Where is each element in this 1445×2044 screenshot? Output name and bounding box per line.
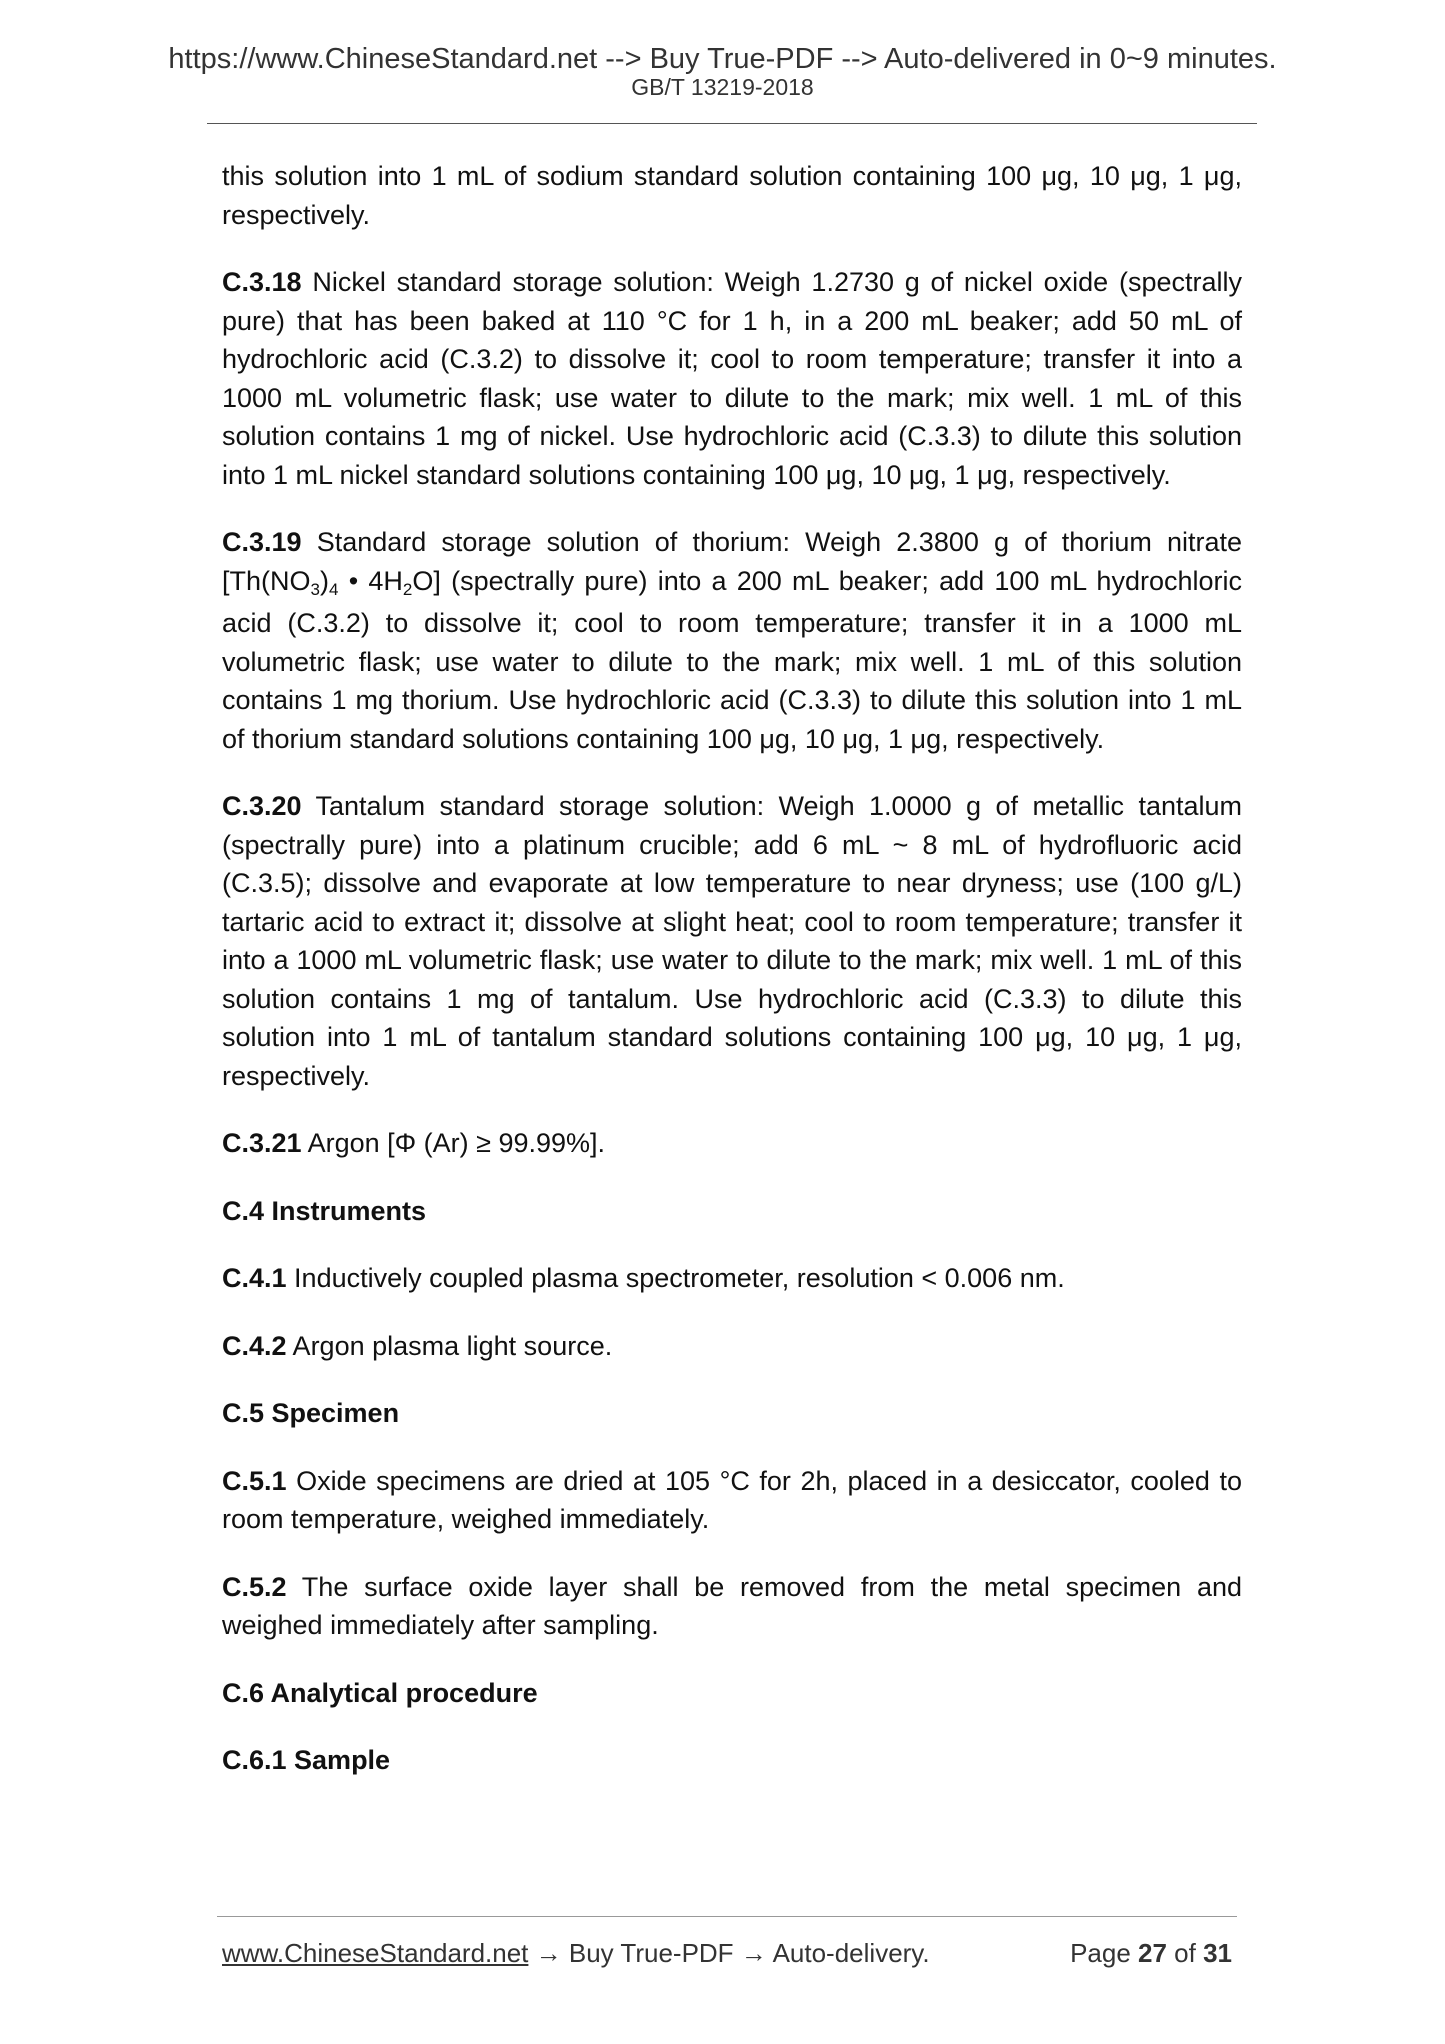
page-label: Page	[1070, 1938, 1139, 1968]
header-divider	[207, 123, 1257, 124]
page-indicator	[1070, 1937, 1232, 1969]
section-heading-c-5	[222, 1394, 1242, 1433]
heading-text: C.6.1 Sample	[222, 1745, 391, 1775]
footer-divider	[217, 1916, 1237, 1917]
clause-c-5-1	[222, 1462, 1242, 1539]
clause-text: Argon plasma light source.	[286, 1330, 613, 1361]
clause-text: O] (spectrally pure) into a 200 mL beaker; add 100 mL hydrochloric acid (C.3.2) to dissolve it; cool to room temperature; transfer it in a 1000 mL volumetric flask; use water to dilute to the mark; mix well. 1 mL of this solution contains 1 mg thorium. Use hydrochloric acid (C.3.3) to dilute this solution into 1 mL of thorium standard solutions containing 100 μg, 10 μg, 1 μg, respectively.	[222, 565, 1242, 754]
top-banner: https://www.ChineseStandard.net --> Buy True-PDF --> Auto-delivered in 0~9 minutes.	[168, 43, 1277, 75]
clause-number: C.3.21	[222, 1128, 302, 1158]
clause-number: C.5.2	[222, 1571, 287, 1602]
clause-number: C.4.2	[222, 1330, 287, 1361]
heading-text: C.4 Instruments	[222, 1195, 427, 1226]
clause-number: C.3.20	[222, 791, 302, 821]
clause-number: C.5.1	[222, 1465, 287, 1496]
clause-text: Oxide specimens are dried at 105 °C for 2h, placed in a desiccator, cooled to room temperature, weighed immediately.	[222, 1465, 1242, 1534]
footer-left	[222, 1937, 930, 1969]
clause-text: )	[319, 565, 329, 596]
clause-c-3-20	[222, 787, 1242, 1095]
clause-number: C.4.1	[222, 1263, 287, 1293]
clause-c-3-19	[222, 523, 1242, 758]
clause-c-5-2	[222, 1568, 1242, 1645]
current-page: 27	[1138, 1938, 1167, 1968]
clause-text: Argon [Φ (Ar) ≥ 99.99%].	[301, 1128, 606, 1158]
subscript: 2	[402, 579, 413, 599]
of-label: of	[1166, 1938, 1204, 1968]
heading-text: C.6 Analytical procedure	[222, 1677, 538, 1708]
clause-text: Tantalum standard storage solution: Weigh 1.0000 g of metallic tantalum (spectrally pure) into a platinum crucible; add 6 mL ~ 8 mL of hydrofluoric acid (C.3.5); dissolve and evaporate at low temperature to near dryness; use (100 g/L) tartaric acid to extract it; dissolve at slight heat; cool to room temperature; transfer it into a 1000 mL volumetric flask; use water to dilute to the mark; mix well. 1 mL of this solution contains 1 mg of tantalum. Use hydrochloric acid (C.3.3) to dilute this solution into 1 mL of tantalum standard solutions containing 100 μg, 10 μg, 1 μg, respectively.	[222, 791, 1242, 1091]
section-heading-c-4	[222, 1192, 1242, 1231]
clause-number: C.3.19	[222, 527, 302, 557]
clause-c-4-2	[222, 1327, 1242, 1366]
document-body	[222, 157, 1242, 1809]
clause-c-4-1	[222, 1259, 1242, 1298]
section-heading-c-6	[222, 1674, 1242, 1713]
subscript: 3	[310, 579, 320, 599]
clause-text: The surface oxide layer shall be removed from the metal specimen and weighed immediately after sampling.	[222, 1571, 1242, 1640]
paragraph-continuation: this solution into 1 mL of sodium standard solution containing 100 μg, 10 μg, 1 μg, respectively.	[222, 161, 1242, 230]
clause-text: Nickel standard storage solution: Weigh 1.2730 g of nickel oxide (spectrally pure) that has been baked at 110 °C for 1 h, in a 200 mL beaker; add 50 mL of hydrochloric acid (C.3.2) to dissolve it; cool to room temperature; transfer it into a 1000 mL volumetric flask; use water to dilute to the mark; mix well. 1 mL of this solution contains 1 mg of nickel. Use hydrochloric acid (C.3.3) to dilute this solution into 1 mL nickel standard solutions containing 100 μg, 10 μg, 1 μg, respectively.	[222, 267, 1242, 490]
subscript: 4	[328, 579, 339, 599]
clause-text: Standard storage solution of thorium: Weigh 2.3800 g of thorium nitrate [Th(NO	[222, 527, 1242, 596]
clause-c-3-18	[222, 263, 1242, 494]
clause-number: C.3.18	[222, 267, 302, 297]
clause-text: • 4H	[338, 565, 403, 596]
total-pages: 31	[1203, 1938, 1232, 1968]
standard-code: GB/T 13219-2018	[631, 74, 814, 100]
clause-text: Inductively coupled plasma spectrometer, resolution < 0.006 nm.	[286, 1263, 1065, 1293]
footer-tagline: → Buy True-PDF → Auto-delivery.	[528, 1938, 930, 1968]
site-link[interactable]: www.ChineseStandard.net	[222, 1938, 529, 1968]
clause-c-3-21	[222, 1124, 1242, 1163]
heading-text: C.5 Specimen	[222, 1398, 400, 1428]
section-heading-c-6-1	[222, 1741, 1242, 1780]
